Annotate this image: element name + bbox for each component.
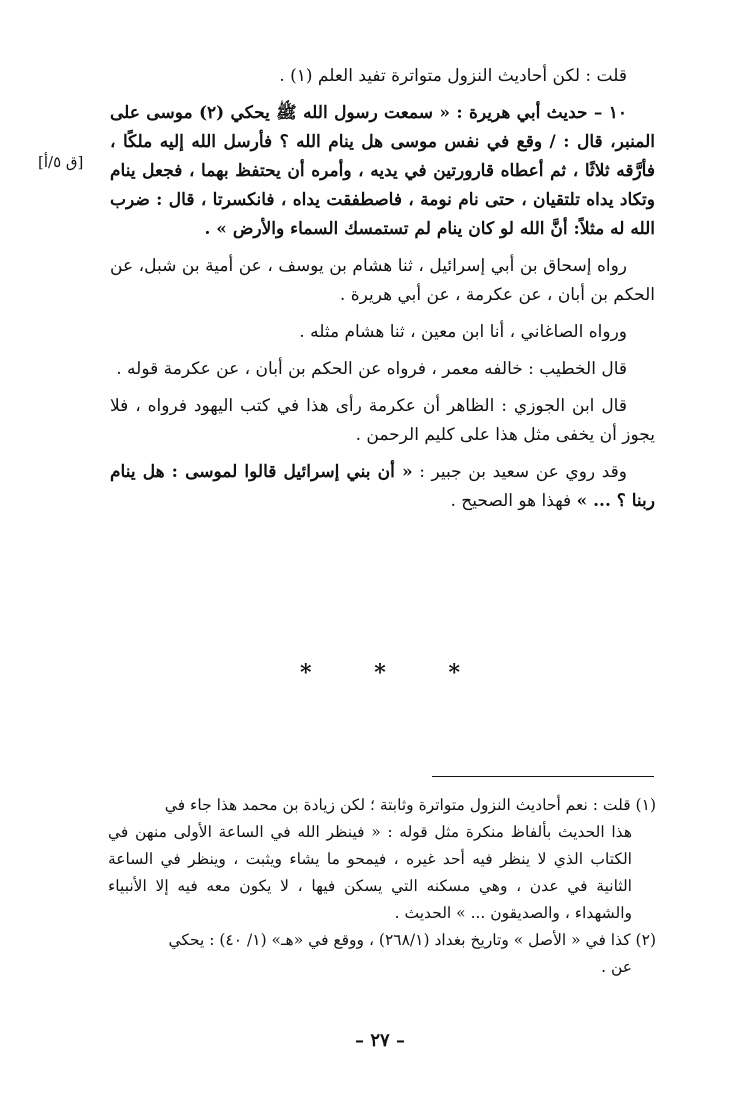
manuscript-folio-note: [ق ٥/أ] bbox=[38, 153, 84, 171]
paragraph-5: قال الخطيب : خالفه معمر ، فرواه عن الحكم بن أبان ، عن عكرمة قوله . bbox=[116, 359, 627, 379]
page-number: – ٢٧ – bbox=[355, 1030, 405, 1051]
section-separator bbox=[300, 660, 460, 686]
separator-star-3: * bbox=[448, 660, 460, 686]
paragraph-7-quote: « أن بني إسرائيل قالوا لموسى : هل ينام ربنا ؟ ... » bbox=[110, 462, 655, 511]
footnote-1-continuation: هذا الحديث بألفاظ منكرة مثل قوله : « فينظر الله في الساعة الأولى منهن في الكتاب الذي لا ينظر فيه أحد غيره ، فيمحو ما يشاء ويثبت ، وينظر في الساعة الثانية في عدن ، وهي مسكنه التي يسكن فيها ، لا يكون معه فيه إلا الأنبياء والشهداء ، والصديقون ... » الحديث . bbox=[108, 823, 632, 922]
main-text bbox=[110, 62, 655, 524]
paragraph-7-intro: وقد روي عن سعيد بن جبير : bbox=[419, 462, 627, 482]
paragraph-3: رواه إسحاق بن أبي إسرائيل ، ثنا هشام بن يوسف ، عن أمية بن شبل، عن الحكم بن أبان ، عن عكرمة ، عن أبي هريرة . bbox=[110, 256, 655, 305]
hadith-paragraph bbox=[110, 99, 655, 244]
separator-star-1: * bbox=[300, 660, 312, 686]
footnote-divider bbox=[432, 776, 654, 777]
footnote-1-first-line: (١) قلت : نعم أحاديث النزول متواترة وثابتة ؛ لكن زيادة بن محمد هذا جاء في bbox=[164, 796, 656, 814]
separator-star-2: * bbox=[374, 660, 386, 686]
paragraph-7 bbox=[110, 458, 655, 516]
paragraph-1: قلت : لكن أحاديث النزول متواترة تفيد العلم (١) . bbox=[279, 66, 627, 86]
footnote-2-first-line: (٢) كذا في « الأصل » وتاريخ بغداد (٢٦٨/١) ، ووقع في «هـ» (١/ ٤٠) : يحكي bbox=[168, 931, 656, 949]
footnotes bbox=[108, 792, 656, 981]
hadith-text: حديث أبي هريرة : « سمعت رسول الله ﷺ يحكي (٢) موسى على المنبر، قال : / وقع في نفس موسى هل ينام الله ؟ فأرسل الله إليه ملكًا ، فأرَّقه ثلاثًا ، ثم أعطاه قارورتين في يديه ، وأمره أن يحتفظ بهما ، فجعل ينام وتكاد يداه تلتقيان ، حتى نام نومة ، فاصطفقت يداه ، فانكسرتا ، قال : ضرب الله له مثلاً: أنَّ الله لو كان ينام لم تستمسك السماء والأرض » . bbox=[110, 103, 655, 239]
paragraph-4: ورواه الصاغاني ، أنا ابن معين ، ثنا هشام مثله . bbox=[299, 322, 627, 342]
paragraph-6: قال ابن الجوزي : الظاهر أن عكرمة رأى هذا في كتب اليهود فرواه ، فلا يجوز أن يخفى مثل هذا على كليم الرحمن . bbox=[110, 396, 655, 445]
paragraph-7-conclusion: فهذا هو الصحيح . bbox=[450, 491, 572, 511]
hadith-number: ١٠ – bbox=[593, 103, 627, 123]
footnote-2-continuation: عن . bbox=[601, 958, 632, 976]
